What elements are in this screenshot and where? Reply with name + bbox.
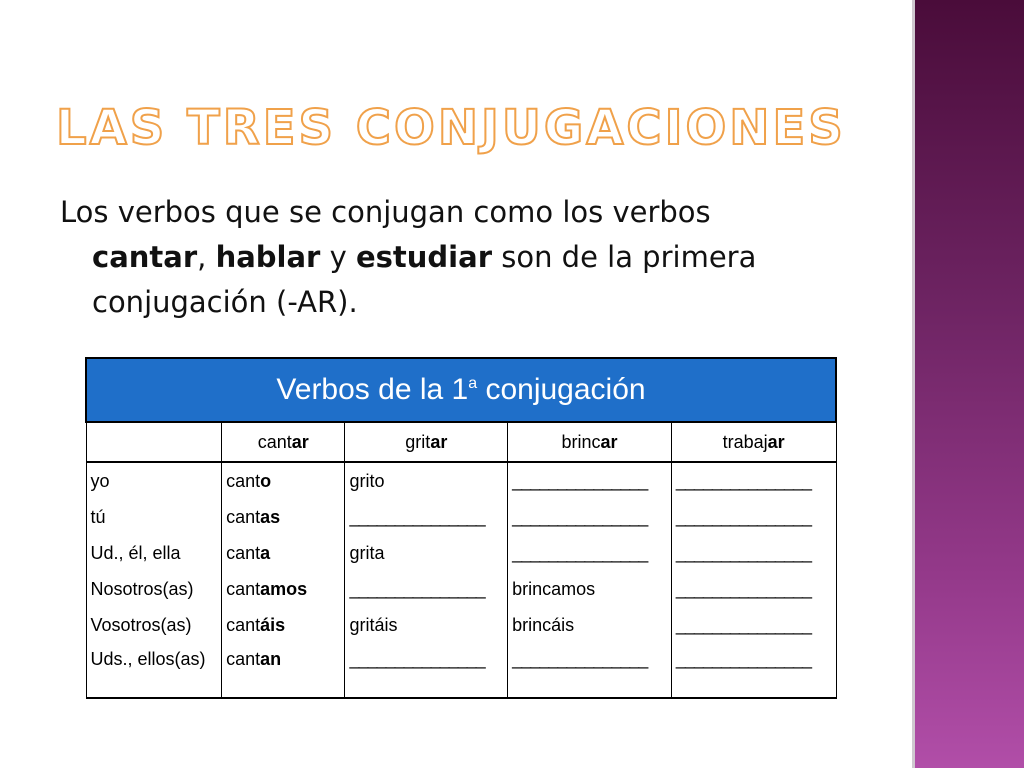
conjugation-cell: [222, 571, 345, 607]
conjugation-cell: [508, 462, 672, 499]
header-stem: brinc: [561, 431, 601, 452]
cell-stem: _______________: [675, 614, 811, 635]
cell-stem: brincamos: [512, 578, 596, 599]
cell-stem: _______________: [512, 470, 648, 491]
table-row: [86, 499, 836, 535]
verb-hablar: hablar: [215, 240, 321, 274]
header-ending: ar: [767, 431, 785, 452]
cell-ending: an: [260, 649, 282, 669]
verb-estudiar: estudiar: [355, 240, 492, 274]
cell-ending: a: [260, 542, 271, 563]
cell-stem: cant: [226, 506, 261, 527]
table-row: [86, 535, 836, 571]
caption-text-end: conjugación: [477, 373, 646, 406]
pronoun-cell: tú: [86, 499, 222, 535]
cell-stem: _______________: [512, 542, 648, 563]
header-cell: [345, 422, 508, 462]
conjugation-cell: [671, 643, 836, 698]
conjugation-cell: [671, 607, 836, 643]
slide-title: LAS TRES CONJUGACIONES: [56, 100, 846, 156]
header-stem: trabaj: [722, 431, 768, 452]
conjugation-cell: [222, 535, 345, 571]
cell-stem: grito: [349, 470, 385, 491]
conjugation-cell: [671, 535, 836, 571]
cell-stem: _______________: [675, 578, 811, 599]
cell-stem: cant: [226, 470, 261, 491]
cell-stem: cant: [226, 578, 261, 599]
header-stem: cant: [257, 431, 292, 452]
conjugation-cell: [222, 643, 345, 698]
verb-cantar: cantar: [92, 240, 198, 274]
conjugation-cell: [671, 571, 836, 607]
conjugation-cell: [345, 462, 508, 499]
header-ending: ar: [430, 431, 448, 452]
conjugation-cell: [222, 462, 345, 499]
cell-stem: _______________: [675, 470, 811, 491]
intro-paragraph: [60, 190, 880, 325]
table-body: [86, 462, 836, 698]
header-ending: ar: [600, 431, 618, 452]
table-row: [86, 643, 836, 698]
intro-line-1: Los verbos que se conjugan como los verbos: [60, 195, 711, 229]
conjugation-cell: [508, 499, 672, 535]
cell-stem: brincáis: [512, 614, 575, 635]
header-row: [86, 422, 836, 462]
table-row: [86, 607, 836, 643]
cell-ending: amos: [260, 578, 308, 599]
cell-stem: grita: [349, 542, 385, 563]
cell-ending: o: [260, 470, 272, 491]
cell-stem: _______________: [675, 542, 811, 563]
conjugation-cell: [222, 499, 345, 535]
pronoun-cell: Uds., ellos(as): [86, 643, 222, 698]
conjugation-table: [85, 357, 837, 699]
conjugation-cell: [345, 499, 508, 535]
intro-sep-1: ,: [197, 240, 216, 274]
header-cell-empty: [86, 422, 222, 462]
table-caption: [86, 358, 836, 422]
conjugation-cell: [671, 462, 836, 499]
header-cell: [222, 422, 345, 462]
conjugation-cell: [345, 535, 508, 571]
conjugation-cell: [508, 571, 672, 607]
cell-stem: gritáis: [349, 614, 398, 635]
conjugation-cell: [345, 643, 508, 698]
header-stem: grit: [405, 431, 431, 452]
cell-stem: _______________: [512, 649, 648, 669]
table-row: [86, 462, 836, 499]
intro-line-3: conjugación (-AR).: [92, 285, 358, 319]
table-row: [86, 571, 836, 607]
cell-stem: _______________: [349, 649, 485, 669]
header-cell: [671, 422, 836, 462]
cell-stem: cant: [226, 614, 261, 635]
cell-ending: áis: [260, 614, 286, 635]
caption-text: Verbos de la 1: [276, 373, 469, 406]
cell-stem: _______________: [349, 506, 485, 527]
cell-stem: _______________: [675, 506, 811, 527]
cell-stem: _______________: [512, 506, 648, 527]
decorative-sidebar: [912, 0, 1024, 768]
conjugation-cell: [508, 607, 672, 643]
conjugation-cell: [508, 643, 672, 698]
pronoun-cell: yo: [86, 462, 222, 499]
conjugation-cell: [222, 607, 345, 643]
conjugation-cell: [345, 607, 508, 643]
cell-stem: cant: [226, 649, 261, 669]
cell-ending: as: [260, 506, 281, 527]
intro-rest: son de la primera: [492, 240, 757, 274]
conjugation-cell: [508, 535, 672, 571]
intro-line-2: [60, 240, 756, 274]
intro-sep-2: y: [320, 240, 356, 274]
pronoun-cell: Nosotros(as): [86, 571, 222, 607]
caption-superscript: a: [468, 375, 478, 392]
cell-stem: _______________: [675, 649, 811, 669]
conjugation-cell: [345, 571, 508, 607]
cell-stem: cant: [226, 542, 261, 563]
pronoun-cell: Ud., él, ella: [86, 535, 222, 571]
header-ending: ar: [291, 431, 309, 452]
cell-stem: _______________: [349, 578, 485, 599]
conjugation-cell: [671, 499, 836, 535]
header-cell: [508, 422, 672, 462]
pronoun-cell: Vosotros(as): [86, 607, 222, 643]
